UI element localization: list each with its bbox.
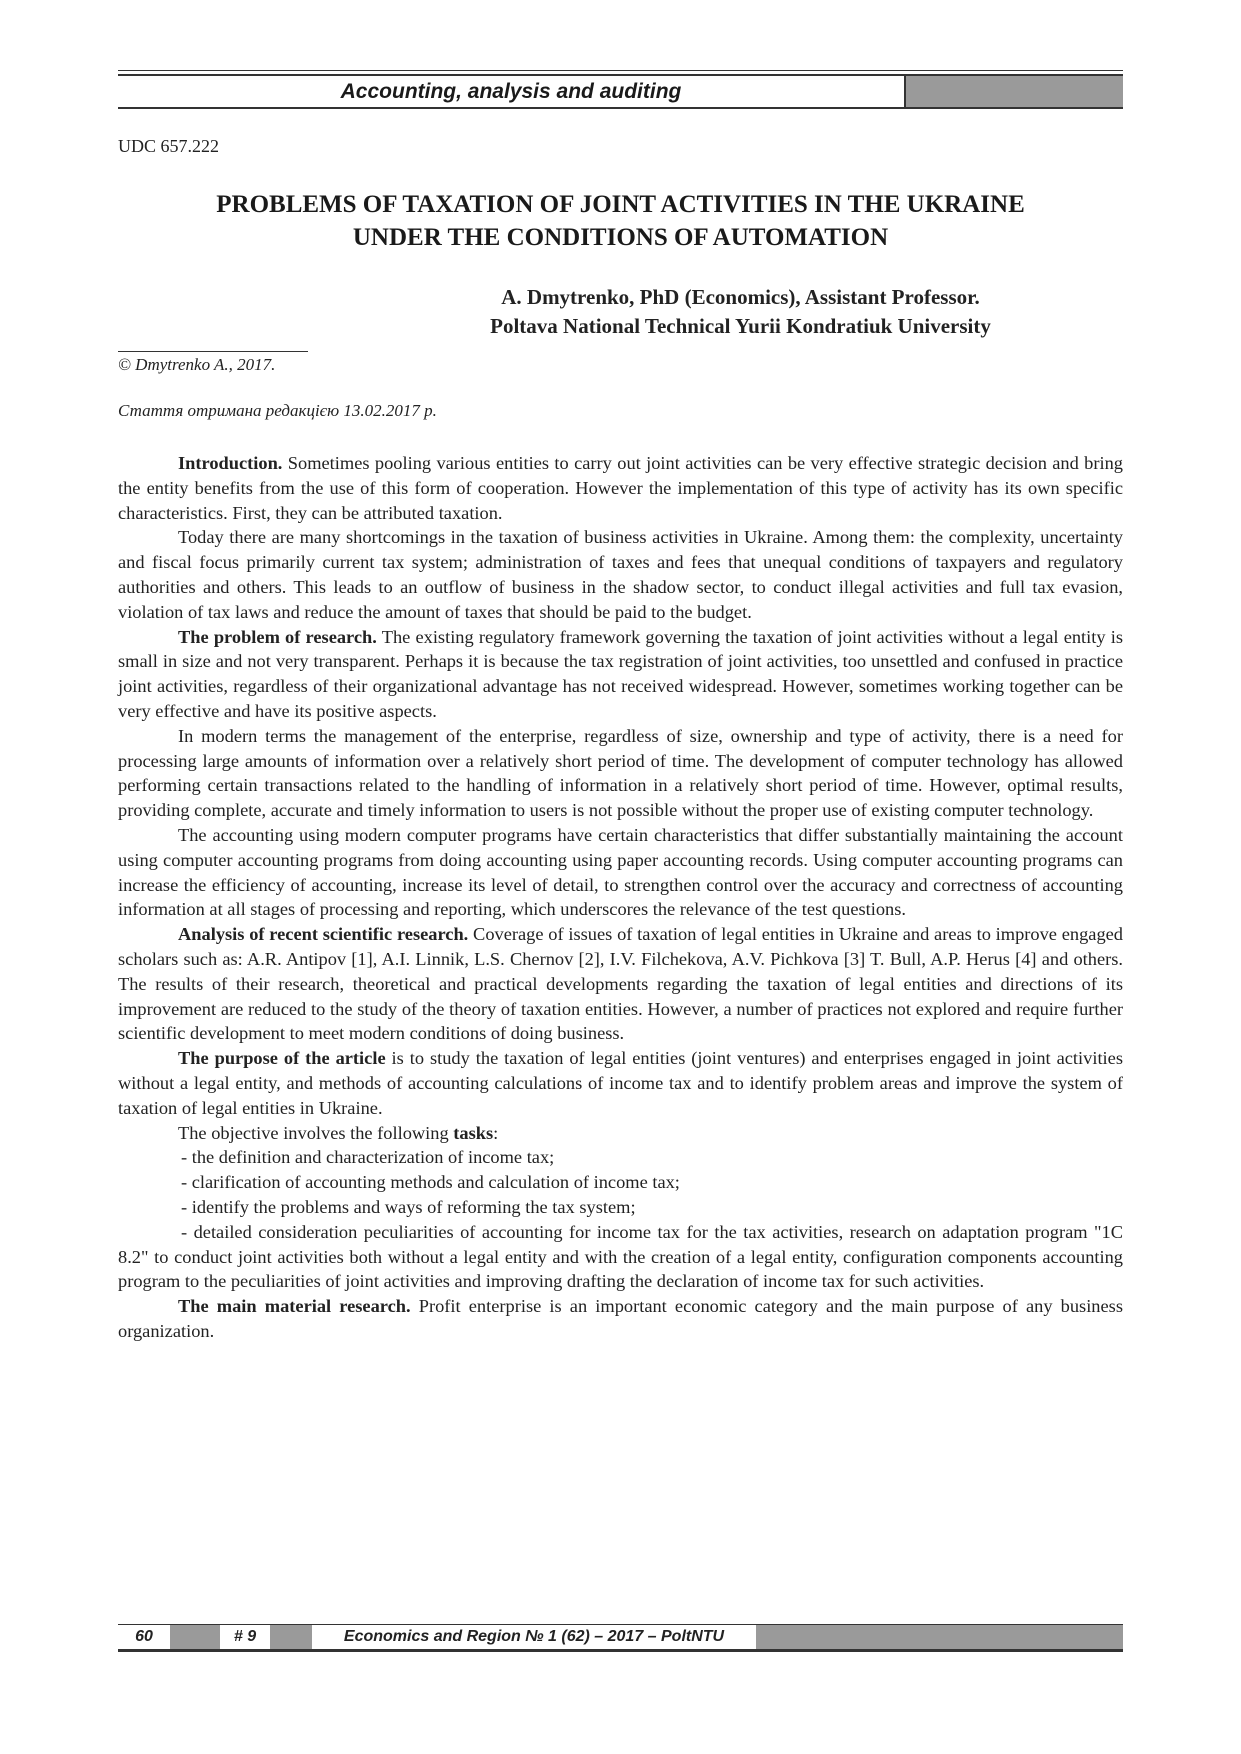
task-item: - the definition and characterization of income tax; bbox=[181, 1147, 555, 1168]
paragraph-text: Coverage of issues of taxation of legal entities in Ukraine and areas to improve engaged scholars such as: A.R. Antipov [1], A.I. Linnik, L.S. Chernov [2], I.V. Filchekova, A.V. Pichkova [3] T. Bull, A.P. Herus [4] and others. The results of their research, theoretical and practical developments regarding the taxation of legal entities and directions of its improvement are reduced to the study of the theory of taxation entities. However, a number of practices not explored and require further scientific development to meet modern conditions of doing business. bbox=[118, 924, 1123, 1044]
author-name: A. Dmytrenko, PhD (Economics), Assistant Professor. bbox=[501, 285, 980, 309]
paragraph-introduction bbox=[118, 451, 1123, 525]
paragraph-text: Sometimes pooling various entities to carry out joint activities can be very effective strategic decision and bring the entity benefits from the use of this form of cooperation. However the implementation of this type of activity has its own specific characteristics. First, they can be attributed taxation. bbox=[118, 453, 1123, 523]
paragraph-problem bbox=[118, 625, 1123, 724]
copyright-note: © Dmytrenko A., 2017. bbox=[118, 355, 276, 374]
udc-code: UDC 657.222 bbox=[118, 136, 220, 156]
paragraph-purpose bbox=[118, 1046, 1123, 1120]
heading-analysis: Analysis of recent scientific research. bbox=[178, 924, 469, 945]
author-affiliation: Poltava National Technical Yurii Kondratiuk University bbox=[490, 314, 991, 338]
paragraph-accounting: The accounting using modern computer programs have certain characteristics that differ substantially maintaining the account using computer accounting programs from doing accounting using paper accounting records. Using computer accounting programs can increase the efficiency of accounting, increase its level of detail, to strengthen control over the accuracy and correctness of accounting information at all stages of processing and reporting, which underscores the relevance of the test questions. bbox=[118, 824, 1123, 920]
title-line-2: UNDER THE CONDITIONS OF AUTOMATION bbox=[352, 224, 889, 251]
footer-shade-block bbox=[270, 1625, 312, 1649]
section-title: Accounting, analysis and auditing bbox=[340, 80, 682, 103]
running-header bbox=[118, 74, 1123, 109]
paragraph-text: : bbox=[493, 1122, 499, 1143]
header-shade-block bbox=[904, 76, 1123, 107]
task-item: - detailed consideration peculiarities of accounting for income tax for the tax activities, research on adaptation program "1C 8.2" to conduct joint activities both without a legal entity and with the creation of a legal entity, configuration components accounting program to the peculiarities of joint activities and improving drafting the declaration of income tax for such activities. bbox=[118, 1221, 1123, 1292]
paragraph-objective bbox=[118, 1121, 1123, 1146]
paragraph-shortcomings: Today there are many shortcomings in the taxation of business activities in Ukraine. Among them: the complexity, uncertainty and fiscal focus primarily current tax system; administration of taxes and fees that unequal conditions of taxpayers and regulatory authorities and others. This leads to an outflow of business in the shadow sector, to conduct illegal activities and full tax evasion, violation of tax laws and reduce the amount of taxes that should be paid to the budget. bbox=[118, 527, 1123, 622]
heading-main-material: The main material research. bbox=[178, 1296, 411, 1317]
page-number: 60 bbox=[135, 1628, 153, 1645]
footer-shade-block bbox=[756, 1625, 1123, 1649]
running-footer bbox=[118, 1624, 1123, 1652]
paragraph-analysis bbox=[118, 922, 1123, 1046]
paragraph-text: The existing regulatory framework governing the taxation of joint activities without a legal entity is small in size and not very transparent. Perhaps it is because the tax registration of joint activities, too unsettled and confused in practice joint activities, regardless of their organizational advantage has not received widespread. However, sometimes working together can be very effective and have its positive aspects. bbox=[118, 626, 1124, 721]
title-line-1: PROBLEMS OF TAXATION OF JOINT ACTIVITIES IN THE UKRAINE bbox=[216, 191, 1025, 218]
header-top-rule bbox=[118, 70, 1123, 71]
copyright-rule bbox=[118, 351, 308, 352]
tasks-keyword: tasks bbox=[453, 1122, 494, 1143]
article-body bbox=[118, 451, 1123, 1344]
paragraph-text: Profit enterprise is an important economic category and the main purpose of any business organization. bbox=[118, 1296, 1123, 1341]
heading-problem: The problem of research. bbox=[178, 626, 377, 647]
task-item: - identify the problems and ways of reforming the tax system; bbox=[181, 1196, 636, 1217]
heading-purpose: The purpose of the article bbox=[178, 1048, 386, 1069]
paragraph-main-material bbox=[118, 1294, 1123, 1344]
heading-introduction: Introduction. bbox=[178, 453, 283, 473]
received-date: Стаття отримана редакцією 13.02.2017 р. bbox=[118, 401, 437, 420]
journal-name: Economics and Region № 1 (62) – 2017 – PoltNTU bbox=[343, 1628, 725, 1645]
footer-shade-block bbox=[170, 1625, 220, 1649]
paragraph-text: The objective involves the following bbox=[178, 1122, 454, 1143]
article-title bbox=[118, 188, 1123, 254]
paragraph-text: is to study the taxation of legal entities (joint ventures) and enterprises engaged in joint activities without a legal entity, and methods of accounting calculations of income tax and to identify problem areas and improve the system of taxation of legal entities in Ukraine. bbox=[118, 1048, 1123, 1118]
task-item: - clarification of accounting methods and calculation of income tax; bbox=[181, 1172, 680, 1193]
author-block bbox=[118, 283, 1123, 341]
paragraph-management: In modern terms the management of the enterprise, regardless of size, ownership and type of activity, there is a need for processing large amounts of information over a relatively short period of time. The development of computer technology has allowed performing certain transactions related to the handling of information in a relatively short period of time. However, optimal results, providing complete, accurate and timely information to users is not possible without the proper use of existing computer technology. bbox=[118, 725, 1123, 821]
issue-number: # 9 bbox=[233, 1628, 257, 1645]
